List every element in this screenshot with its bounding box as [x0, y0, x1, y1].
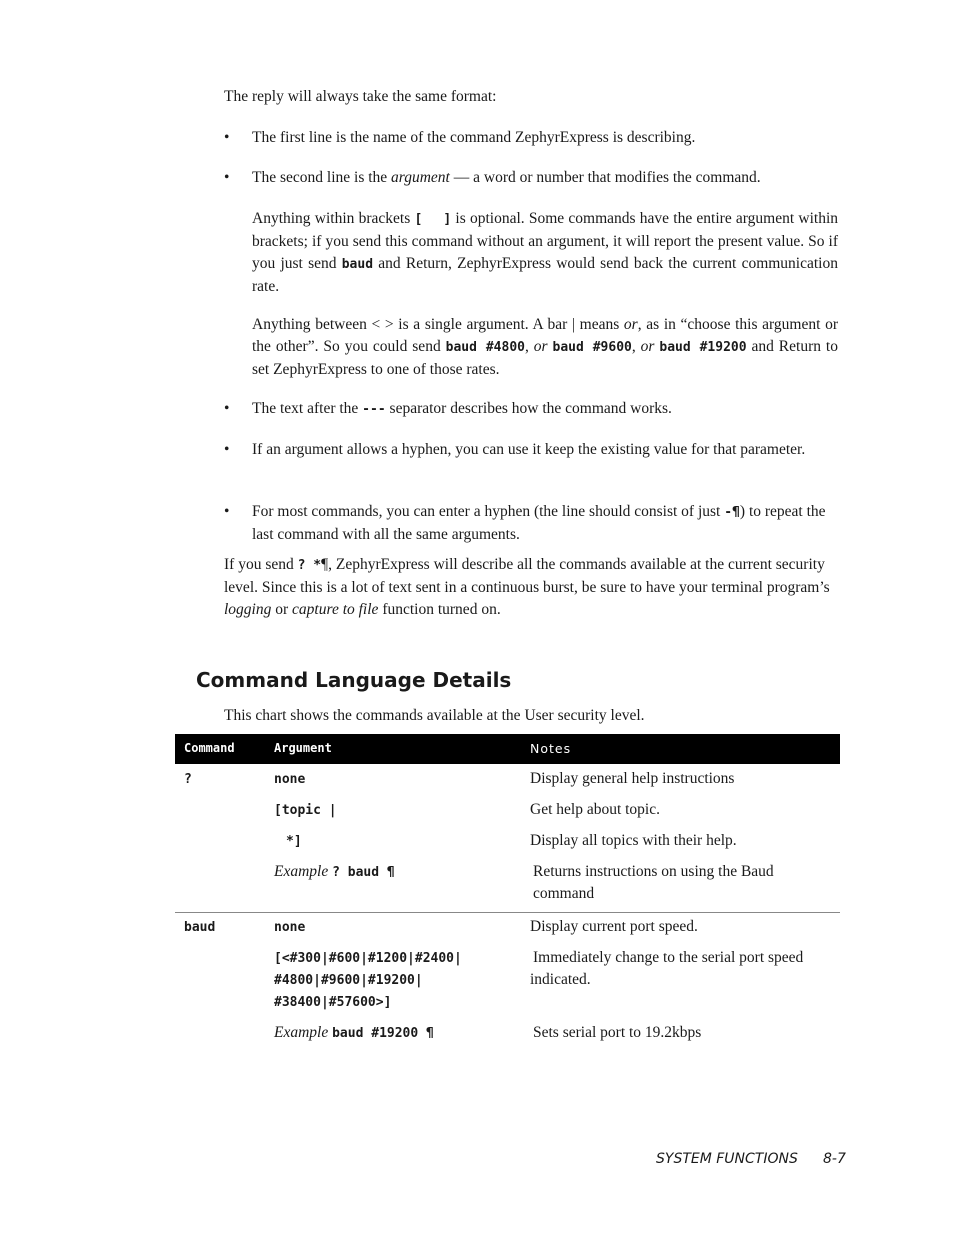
example-help: Example ? baud ¶ [274, 863, 395, 880]
table-cell-arg: *] [286, 834, 302, 849]
bullet-5: For most commands, you can enter a hyphen (the line should consist of just -¶) to repeat the last command with all the same arguments. [252, 503, 826, 543]
chart-intro: This chart shows the commands available at the User security level. [224, 707, 645, 724]
bullet-3: The text after the --- separator describes how the command works. [252, 400, 672, 417]
table-divider [175, 912, 840, 913]
table-cell-arg: [topic | [274, 803, 337, 818]
baud-arg-line: [<#300|#600|#1200|#2400| [274, 951, 462, 966]
bullet-dot: • [224, 169, 230, 186]
intro-text: The reply will always take the same format: [224, 88, 497, 105]
table-cell-note: Display all topics with their help. [530, 832, 737, 849]
between-paragraph: Anything between < > is a single argument. A bar | means or, as in “choose this argument or the other”. So you could send baud #4800, or baud #9600, or baud #19200 and Return to set ZephyrExpress to one of those rates. [252, 316, 838, 378]
bullet-dot: • [224, 503, 230, 520]
bullet-4: If an argument allows a hyphen, you can use it keep the existing value for that parameter. [252, 441, 806, 458]
bullet-dot: • [224, 129, 230, 146]
header-notes: Notes [530, 741, 572, 756]
command-baud: baud [184, 920, 216, 935]
baud-arg-line: #4800|#9600|#19200| [274, 973, 423, 988]
table-cell-note: Display general help instructions [530, 770, 735, 787]
table-cell-note: Returns instructions on using the Baud command [533, 863, 774, 902]
table-cell-note: Display current port speed. [530, 918, 698, 935]
send-paragraph: If you send ? *¶, ZephyrExpress will describe all the commands available at the current security level. Since this is a lot of text sent in a continuous burst, be sure to have your terminal program’s logging or capture to file function turned on. [224, 556, 830, 618]
page-number: 8-7 [823, 1151, 846, 1167]
brackets-paragraph: Anything within brackets [ ] is optional. Some commands have the entire argument within brackets; if you send this command without an argument, it will report the present value. So if you just send baud and Return, ZephyrExpress would send back the current communication rate. [252, 210, 838, 295]
command-help: ? [184, 772, 192, 787]
header-command: Command [184, 741, 235, 755]
footer-section: SYSTEM FUNCTIONS [656, 1151, 798, 1167]
table-cell-note: Get help about topic. [530, 801, 660, 818]
baud-arg-line: #38400|#57600>] [274, 995, 392, 1010]
bullet-2: The second line is the argument — a word or number that modifies the command. [252, 169, 761, 186]
section-title: Command Language Details [196, 668, 512, 692]
table-cell-note: Sets serial port to 19.2kbps [533, 1024, 702, 1041]
table-cell-note: Immediately change to the serial port speed indicated. [530, 949, 804, 988]
bullet-dot: • [224, 400, 230, 417]
table-cell-arg: none [274, 772, 306, 787]
table-header [175, 734, 840, 764]
example-baud: Example baud #19200 ¶ [274, 1024, 434, 1041]
header-argument: Argument [274, 741, 332, 755]
bullet-1: The first line is the name of the command ZephyrExpress is describing. [252, 129, 696, 146]
table-cell-arg: none [274, 920, 306, 935]
bullet-dot: • [224, 441, 230, 458]
